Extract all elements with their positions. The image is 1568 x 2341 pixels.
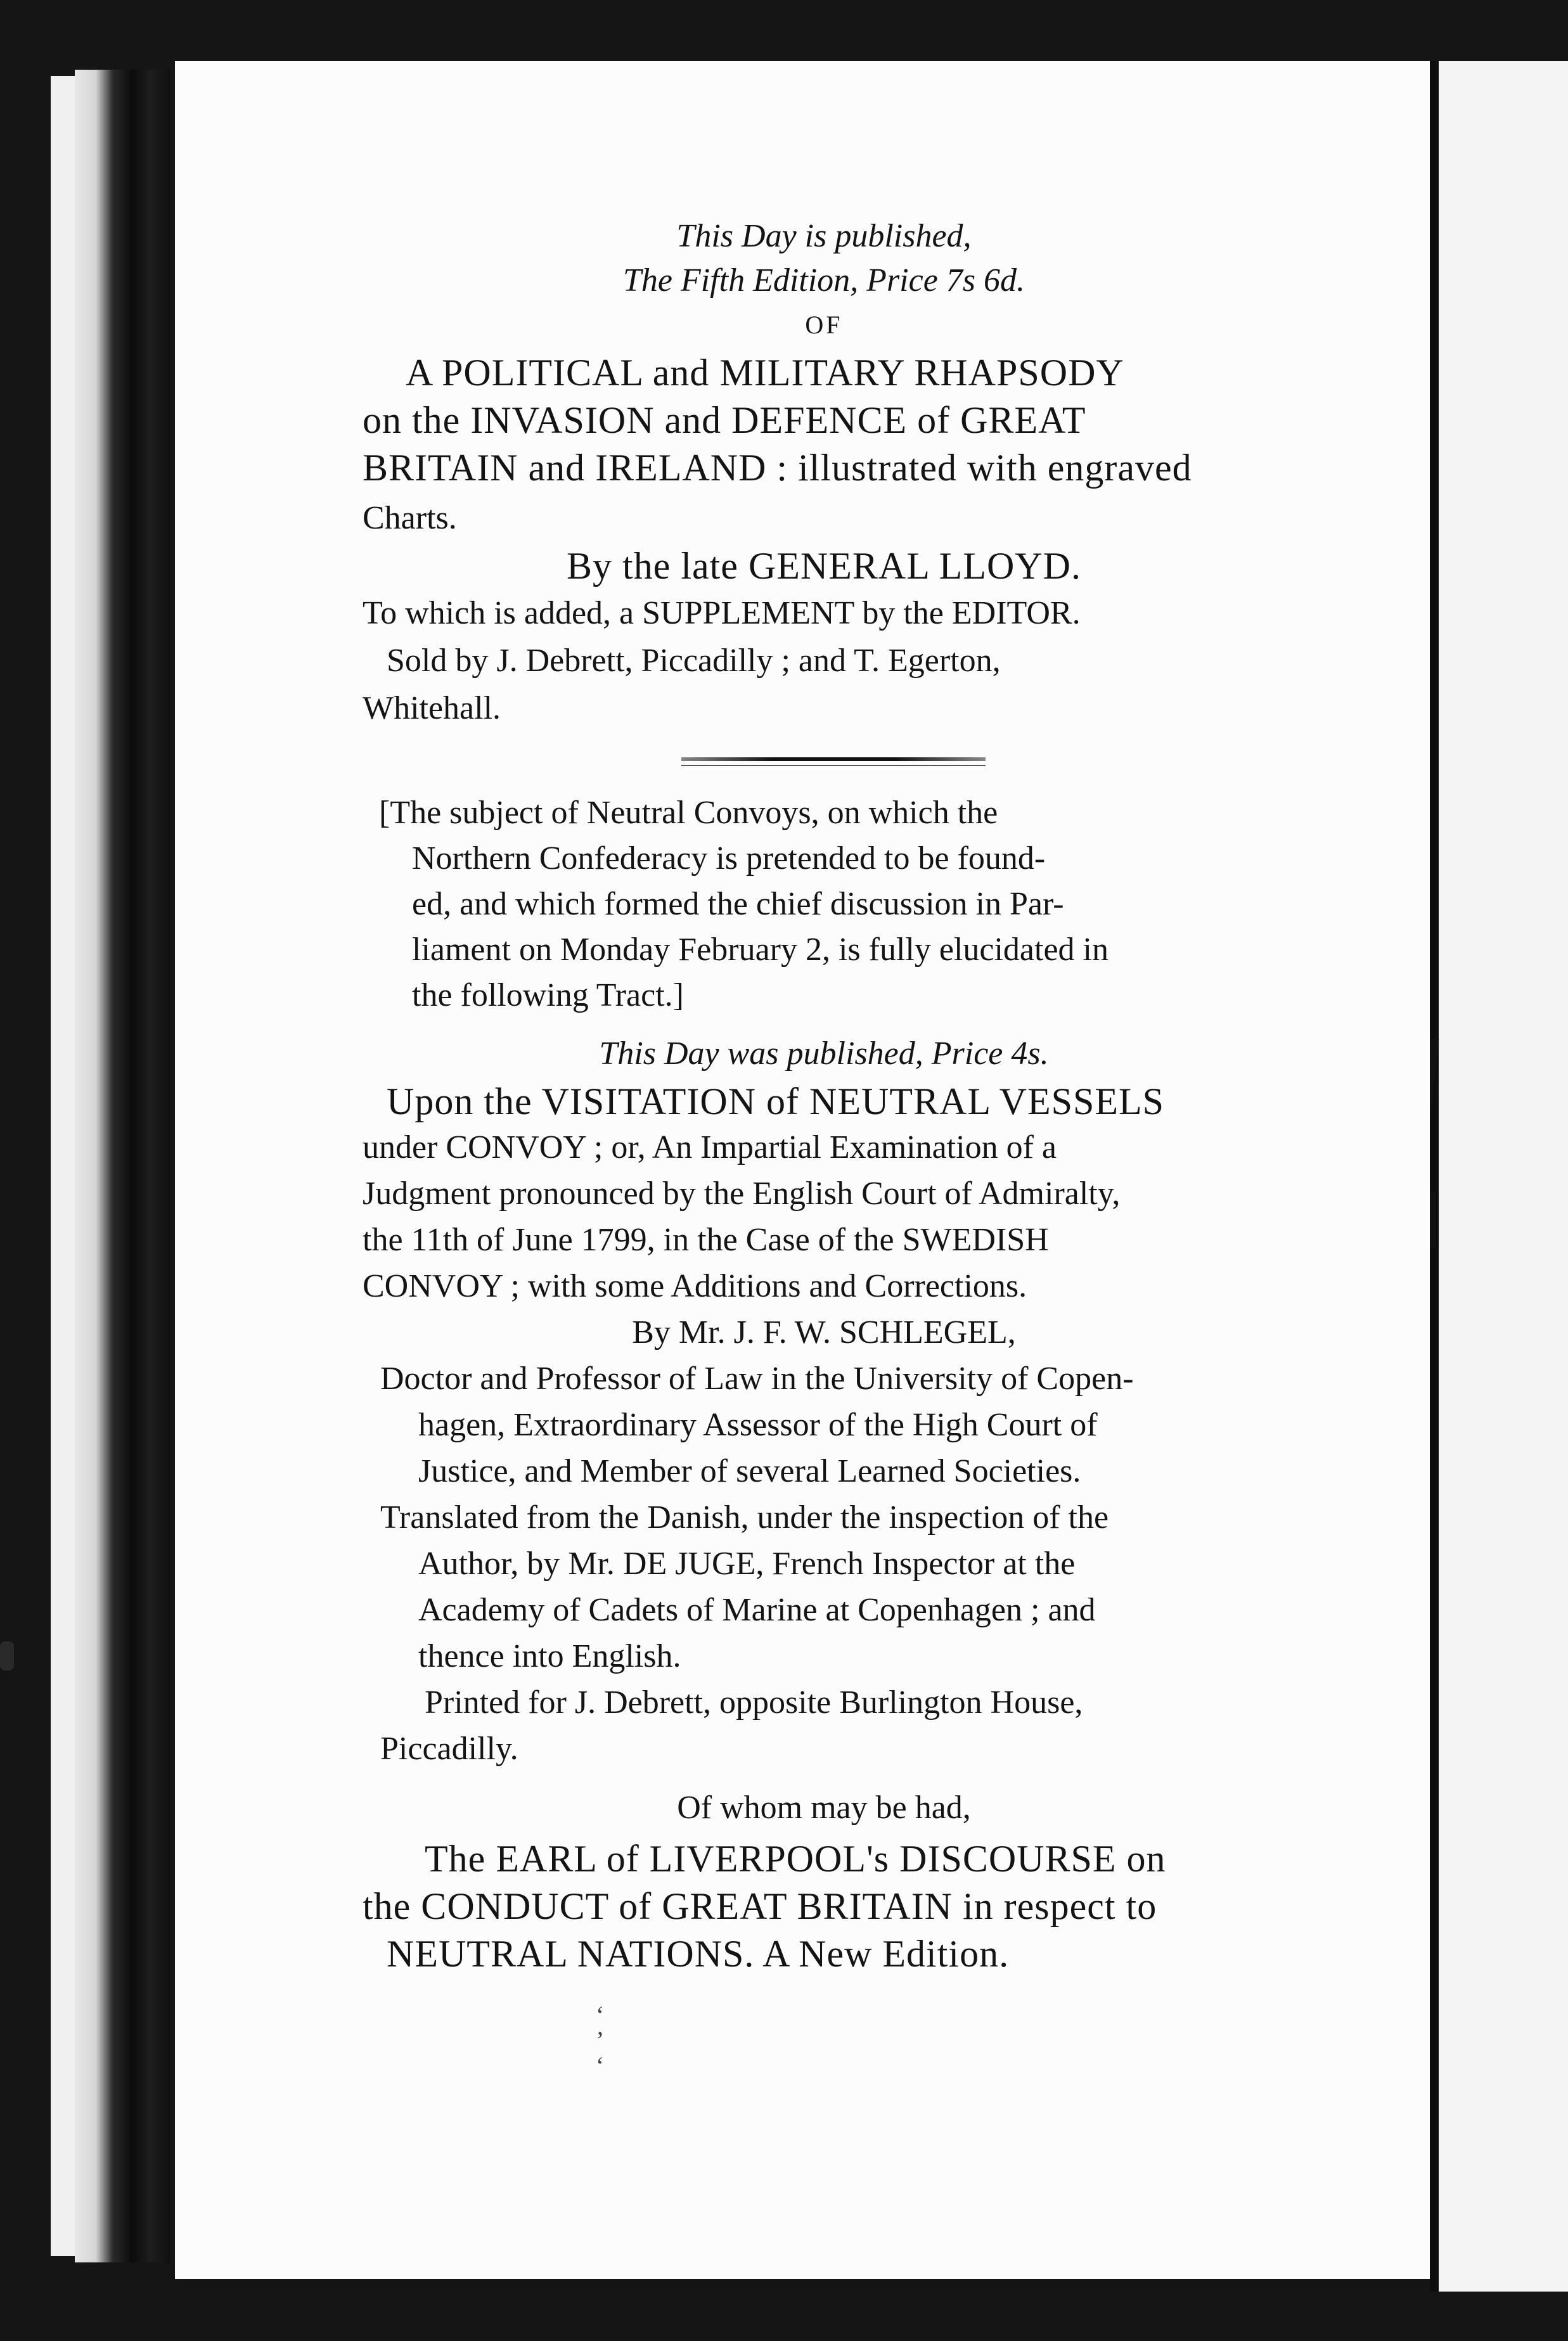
edition-price: The Fifth Edition, Price 7s 6d. [622,262,1025,298]
book-binding-edge [75,70,170,2262]
note-line3: ed, and which formed the chief discussion in Par- [412,886,1064,922]
ink-blot [0,1641,14,1671]
book-title-line4: Charts. [363,500,457,536]
author-credential2: hagen, Extraordinary Assessor of the High Court of [418,1407,1098,1443]
note-line5: the following Tract.] [412,977,684,1013]
discourse-line1: The EARL of LIVERPOOL's DISCOURSE on [425,1838,1166,1880]
note-line2: Northern Confederacy is pretended to be found- [412,840,1046,876]
facing-page [1437,61,1568,2292]
publication-notice-2: This Day was published, Price 4s. [599,1036,1049,1072]
note-line1: [The subject of Neutral Convoys, on which the [379,795,998,831]
note-line4: liament on Monday February 2, is fully elucidated in [412,932,1109,968]
publication-notice: This Day is published, [676,218,972,254]
translation-line2: Author, by Mr. DE JUGE, French Inspector at the [418,1546,1076,1582]
gutter-shadow [1430,61,1439,2292]
supplement-line: To which is added, a SUPPLEMENT by the EDITOR. [363,595,1081,631]
also-available: Of whom may be had, [677,1790,971,1826]
author-line: By the late GENERAL LLOYD. [567,545,1081,587]
book-title-line1: A POLITICAL and MILITARY RHAPSODY [406,352,1124,394]
printer-line1: Printed for J. Debrett, opposite Burlington House, [425,1684,1083,1721]
seller-place: Whitehall. [363,690,501,726]
section-rule [681,757,986,761]
tract-title-line3: Judgment pronounced by the English Court of Admiralty, [363,1176,1121,1212]
tract-title-line1: Upon the VISITATION of NEUTRAL VESSELS [387,1081,1165,1122]
tract-author: By Mr. J. F. W. SCHLEGEL, [632,1314,1016,1350]
book-title-line3: BRITAIN and IRELAND : illustrated with engraved [363,447,1192,489]
discourse-line2: the CONDUCT of GREAT BRITAIN in respect to [363,1885,1157,1927]
discourse-line3: NEUTRAL NATIONS. A New Edition. [387,1933,1010,1975]
translation-line1: Translated from the Danish, under the inspection of the [380,1499,1109,1536]
of-line: OF [805,311,843,339]
seller-line: Sold by J. Debrett, Piccadilly ; and T. Egerton, [387,643,1001,679]
author-credential1: Doctor and Professor of Law in the University of Copen- [380,1361,1134,1397]
adjacent-page-edge [51,76,75,2256]
tract-title-line2: under CONVOY ; or, An Impartial Examination of a [363,1129,1057,1165]
section-rule-thin [681,765,986,766]
translation-line3: Academy of Cadets of Marine at Copenhagen ; and [418,1592,1096,1628]
stray-ink-marks: ‘ ’ ‘ [596,2001,605,2080]
translation-line4: thence into English. [418,1638,681,1674]
tract-title-line5: CONVOY ; with some Additions and Corrections. [363,1268,1027,1304]
printer-line2: Piccadilly. [380,1731,518,1767]
author-credential3: Justice, and Member of several Learned Societies. [418,1453,1081,1489]
tract-title-line4: the 11th of June 1799, in the Case of the SWEDISH [363,1222,1049,1258]
book-title-line2: on the INVASION and DEFENCE of GREAT [363,399,1086,441]
